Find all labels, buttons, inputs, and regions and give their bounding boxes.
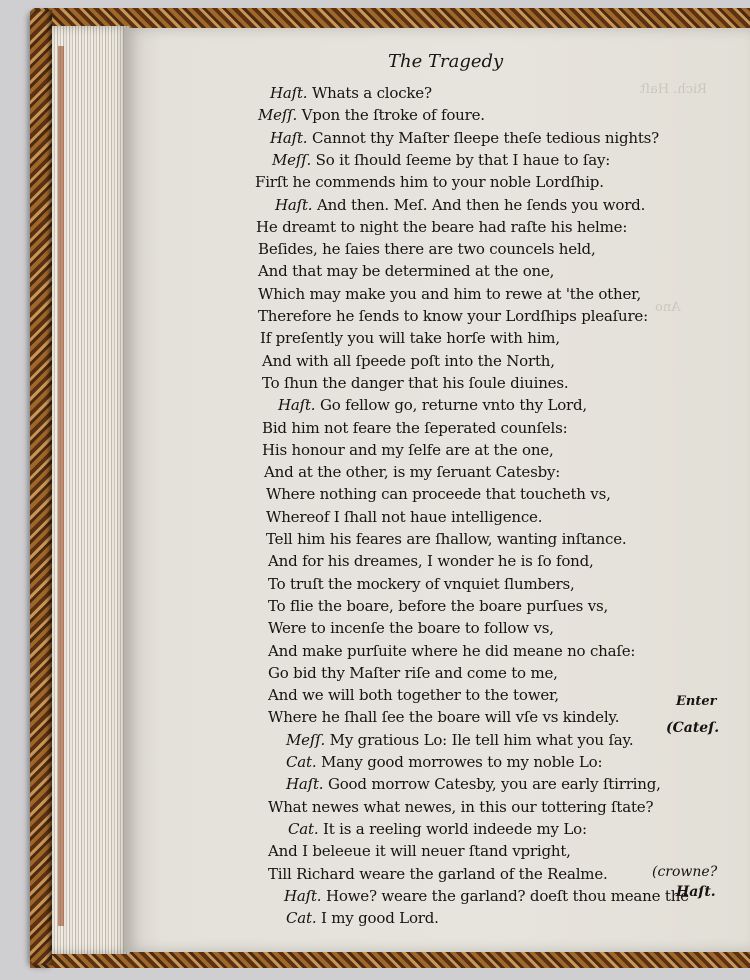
text-line	[268, 552, 594, 570]
text-line	[258, 240, 596, 258]
text-line	[255, 173, 604, 191]
line-text: And then. Meſ. And then he ſends you word.	[312, 195, 646, 214]
text-line	[284, 887, 689, 905]
show-through-text: Ano	[655, 300, 681, 315]
line-text: Go bid thy Maſter riſe and come to me,	[268, 663, 558, 682]
text-line	[268, 865, 608, 883]
line-text: And I beleeue it will neuer ſtand vpright,	[268, 842, 571, 861]
text-line	[268, 664, 558, 682]
line-text: If preſently you will take horſe with him,	[260, 329, 560, 348]
text-line	[262, 374, 568, 392]
text-line	[268, 798, 653, 816]
line-text: His honour and my ſelfe are at the one,	[262, 440, 554, 459]
line-text: Cannot thy Maſter ſleepe theſe tedious nights?	[307, 128, 660, 147]
line-text: And for his dreames, I wonder he is ſo fond,	[268, 552, 594, 571]
line-text: And at the other, is my ſeruant Catesby:	[264, 463, 561, 482]
line-text: Were to incenſe the boare to follow vs,	[268, 619, 554, 638]
line-text: And that may be determined at the one,	[258, 262, 555, 281]
stage-direction-crowne: (crowne?	[652, 864, 718, 880]
text-line	[286, 753, 602, 771]
line-text: Bid him not feare the ſeperated counſels:	[262, 418, 568, 437]
speaker-name: Cat.	[286, 909, 317, 928]
text-line	[272, 151, 610, 169]
speaker-name: Haſt.	[270, 84, 308, 102]
text-line	[268, 642, 635, 660]
text-line	[275, 196, 645, 214]
line-text: To flie the boare, before the boare purſues vs,	[268, 596, 609, 615]
running-header: The Tragedy	[388, 51, 504, 72]
line-text: He dreamt to night the beare had raſte his helme:	[256, 217, 628, 236]
speaker-name: Haſt.	[278, 396, 316, 415]
line-text: Whereof I ſhall not haue intelligence.	[266, 507, 543, 526]
line-text: Whats a clocke?	[307, 84, 432, 102]
line-text: Many good morrowes to my noble Lo:	[316, 753, 603, 771]
text-line	[270, 84, 432, 102]
speaker-name: Cat.	[288, 819, 319, 838]
stage-direction-cates: (Cateſ.	[666, 720, 720, 736]
line-text: Which may make you and him to rewe at 'the other,	[258, 284, 642, 303]
text-line	[256, 218, 627, 236]
text-line	[260, 329, 560, 347]
text-line	[286, 731, 633, 749]
line-text: My gratious Lo: Ile tell him what you ſay.	[325, 730, 634, 749]
text-line	[262, 352, 555, 370]
line-text: To ſhun the danger that his ſoule diuines.	[262, 373, 569, 392]
text-line	[258, 262, 554, 280]
text-line	[288, 820, 587, 838]
line-text: Firſt he commends him to your noble Lordſhip.	[255, 173, 604, 192]
speaker-name: Meſſ.	[286, 730, 326, 749]
speaker-name: Haſt.	[275, 195, 313, 214]
text-line	[258, 307, 648, 325]
text-line	[262, 441, 554, 459]
line-text: Howe? weare the garland? doeſt thou meane the	[321, 886, 689, 905]
page-edges	[52, 26, 130, 954]
text-line	[266, 508, 542, 526]
line-text: So it ſhould ſeeme by that I haue to ſay:	[311, 150, 611, 169]
line-text: Vpon the ſtroke of foure.	[297, 106, 485, 125]
stage-direction-enter: Enter	[676, 694, 717, 709]
line-text: And with all ſpeede poſt into the North,	[262, 351, 555, 370]
speaker-name: Haſt.	[270, 128, 308, 147]
text-line	[268, 575, 575, 593]
speaker-name: Meſſ.	[258, 106, 298, 125]
text-line	[278, 396, 587, 414]
line-text: Till Richard weare the garland of the Realme.	[268, 864, 608, 883]
line-text: Therefore he ſends to know your Lordſhips pleaſure:	[258, 307, 648, 325]
book-binding-spine	[30, 10, 52, 965]
text-line	[268, 619, 554, 637]
text-line	[266, 485, 611, 503]
text-line	[270, 129, 659, 147]
text-line	[268, 686, 559, 704]
line-text: And make purſuite where he did meane no chaſe:	[268, 641, 636, 660]
line-text: Where he ſhall ſee the boare will vſe vs kindely.	[268, 708, 620, 727]
text-line	[264, 463, 560, 481]
speaker-name: Haſt.	[286, 775, 324, 794]
show-through-text: Rich. Haſt	[640, 82, 707, 97]
line-text: It is a reeling world indeede my Lo:	[318, 819, 587, 838]
line-text: And we will both together to the tower,	[268, 686, 559, 705]
text-line	[268, 708, 619, 726]
catchword: Haſt.	[676, 884, 716, 900]
line-text: Good morrow Catesby, you are early ſtirring,	[323, 775, 661, 794]
text-line	[268, 597, 608, 615]
text-line	[266, 530, 626, 548]
line-text: I my good Lord.	[316, 909, 439, 928]
text-line	[286, 775, 661, 793]
speaker-name: Haſt.	[284, 886, 322, 905]
book-binding-top	[30, 8, 750, 30]
line-text: Tell him his feares are ſhallow, wanting inſtance.	[266, 530, 627, 548]
line-text: To truſt the mockery of vnquiet ſlumbers,	[268, 574, 575, 593]
line-text: Go fellow go, returne vnto thy Lord,	[315, 396, 587, 415]
text-line	[268, 842, 571, 860]
speaker-name: Cat.	[286, 753, 317, 771]
line-text: Beſides, he ſaies there are two councels held,	[258, 240, 596, 259]
line-text: What newes what newes, in this our tottering ſtate?	[268, 797, 654, 816]
text-line	[286, 909, 439, 927]
speaker-name: Meſſ.	[272, 150, 312, 169]
text-line	[258, 106, 485, 124]
line-text: Where nothing can proceede that toucheth vs,	[266, 485, 611, 504]
text-line	[258, 285, 641, 303]
text-line	[262, 419, 567, 437]
